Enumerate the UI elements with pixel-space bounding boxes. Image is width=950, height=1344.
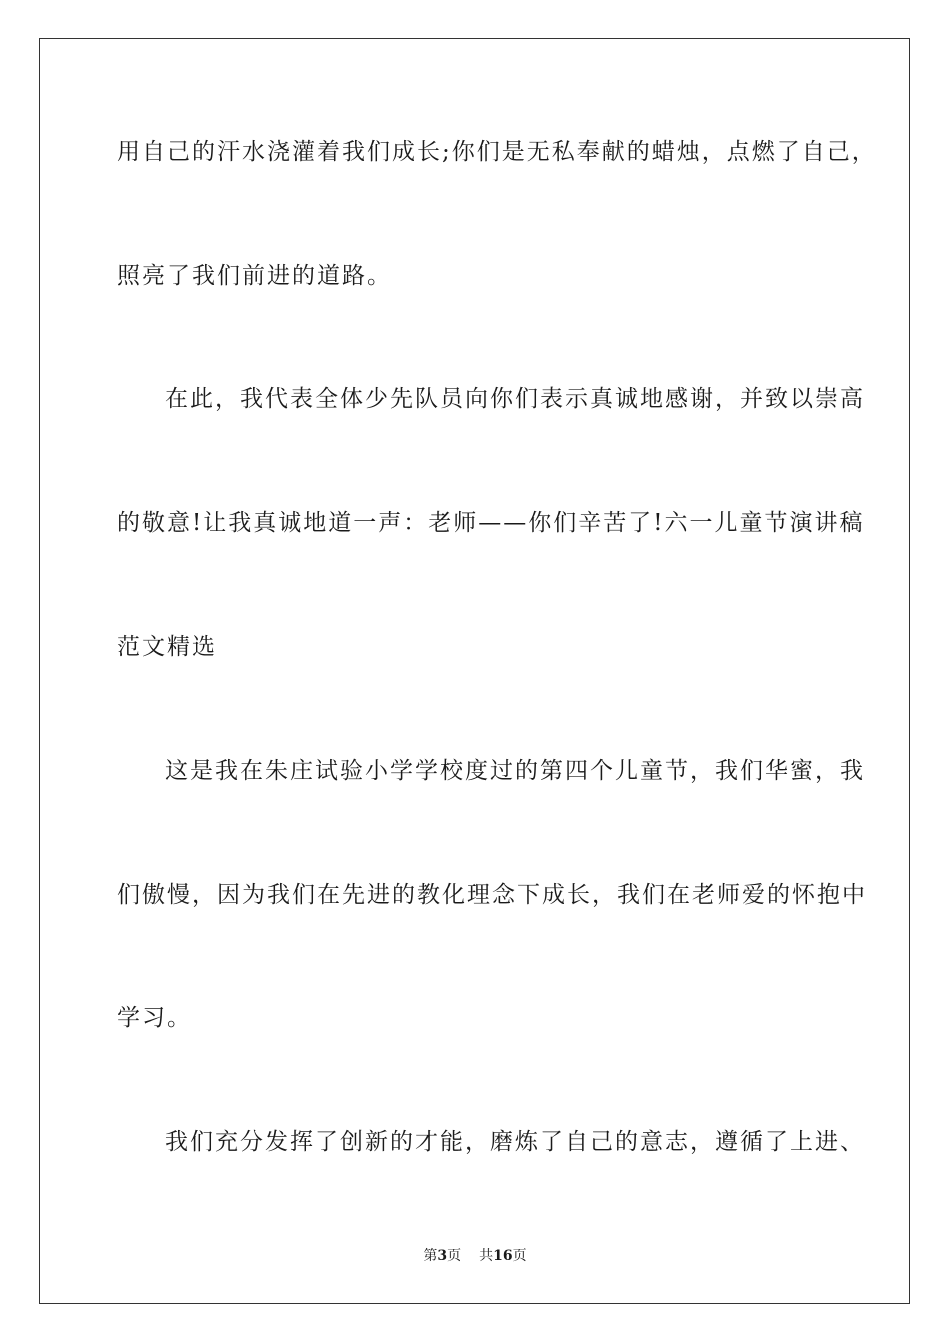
text-line-9: 我们充分发挥了创新的才能，磨炼了自己的意志，遵循了上进、 (165, 1129, 865, 1155)
text-line-5: 范文精选 (117, 634, 217, 660)
text-line-6: 这是我在朱庄试验小学学校度过的第四个儿童节，我们华蜜，我 (165, 758, 865, 784)
text-line-1: 用自己的汗水浇灌着我们成长;你们是无私奉献的蜡烛，点燃了自己， (117, 139, 877, 165)
text-line-7: 们傲慢，因为我们在先进的教化理念下成长，我们在老师爱的怀抱中 (117, 882, 867, 908)
total-pages: 16 (493, 1248, 513, 1264)
total-suffix: 页 (512, 1248, 527, 1264)
text-line-3: 在此，我代表全体少先队员向你们表示真诚地感谢，并致以崇高 (165, 386, 865, 412)
text-line-2: 照亮了我们前进的道路。 (117, 263, 392, 289)
total-prefix: 共 (479, 1248, 494, 1264)
text-line-4: 的敬意!让我真诚地道一声：老师——你们辛苦了!六一儿童节演讲稿 (117, 510, 865, 536)
text-line-8: 学习。 (117, 1005, 192, 1031)
page-border (39, 38, 910, 1304)
page-footer (0, 1247, 950, 1265)
page-suffix: 页 (447, 1248, 462, 1264)
page-prefix: 第 (423, 1248, 438, 1264)
page-number: 3 (437, 1248, 448, 1264)
